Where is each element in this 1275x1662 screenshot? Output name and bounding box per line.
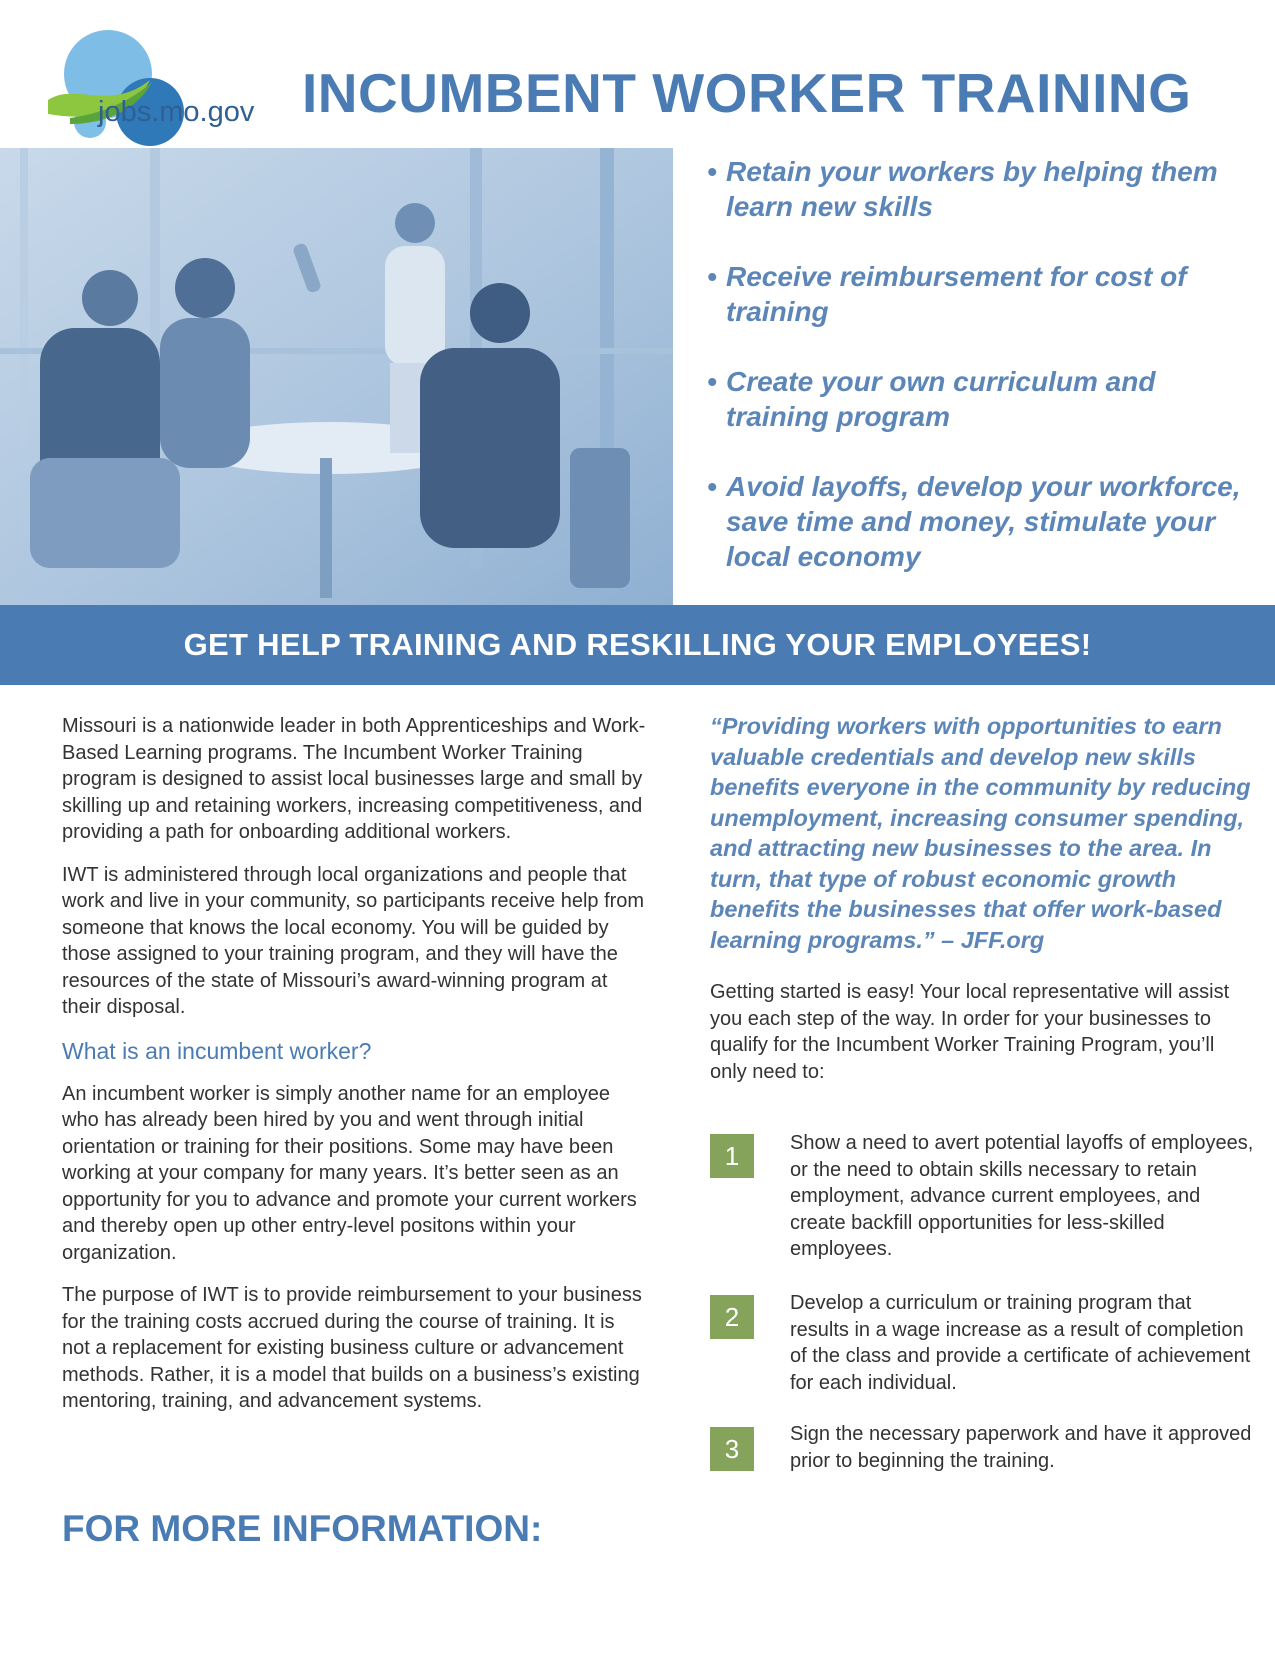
step-text: Show a need to avert potential layoffs of employees, or the need to obtain skills necessary to retain employment, advance current employees, and create backfill opportunities for less-skilled employees. [790, 1132, 1254, 1260]
benefit-text: Receive reimbursement for cost of training [726, 261, 1187, 327]
benefit-item [707, 469, 1252, 574]
more-information-heading: FOR MORE INFORMATION: [62, 1508, 543, 1549]
step-number-badge: 2 [710, 1295, 754, 1339]
benefits-list [707, 154, 1252, 609]
logo-text: jobs.mo.gov [98, 96, 255, 128]
banner-text: GET HELP TRAINING AND RESKILLING YOUR EMPLOYEES! [183, 627, 1092, 662]
qualification-steps [710, 1130, 1255, 1490]
right-column [710, 711, 1255, 1101]
intro-paragraph: Missouri is a nationwide leader in both Apprenticeships and Work-Based Learning programs. The Incumbent Worker Training program is designed to assist local businesses large and small by skilling up and retaining workers, increasing competitiveness, and providing a path for onboarding additional workers. [62, 715, 646, 843]
training-meeting-photo [0, 148, 673, 605]
jobs-mo-gov-logo [40, 22, 285, 147]
left-column [62, 713, 647, 1431]
definition-paragraph: An incumbent worker is simply another name for an employee who has already been hired by you and went through initial orientation or training for their positions. Some may have been working at your company for many years. It’s better seen as an opportunity for you to advance and promote your current workers and thereby open up other entry-level positons within your organization. [62, 1082, 637, 1264]
bullet-symbol: • [707, 156, 717, 187]
administration-paragraph: IWT is administered through local organizations and people that work and live in your community, so participants receive help from someone that knows the local economy. You will be guided by those assigned to your training program, and they will have the resources of the state of Missouri’s award-winning program at their disposal. [62, 863, 645, 1018]
step-number-badge: 1 [710, 1134, 754, 1178]
step-text: Sign the necessary paperwork and have it approved prior to beginning the training. [790, 1423, 1252, 1472]
getting-started-paragraph: Getting started is easy! Your local representative will assist you each step of the way. In order for your businesses to qualify for the Incumbent Worker Training Program, you’ll only need to: [710, 981, 1230, 1083]
page-title: INCUMBENT WORKER TRAINING [302, 62, 1192, 124]
benefit-item [707, 364, 1252, 434]
benefit-text: Retain your workers by helping them learn new skills [726, 156, 1218, 222]
purpose-paragraph: The purpose of IWT is to provide reimbursement to your business for the training costs accrued during the course of training. It is not a replacement for existing business culture or advancement methods. Rather, it is a model that builds on a business’s existing mentoring, training, and advancement systems. [62, 1284, 642, 1412]
bullet-symbol: • [707, 261, 717, 292]
step-text: Develop a curriculum or training program that results in a wage increase as a result of completion of the class and provide a certificate of achievement for each individual. [790, 1292, 1251, 1394]
benefit-item [707, 259, 1252, 329]
step-number-badge: 3 [710, 1427, 754, 1471]
section-banner [0, 605, 1275, 685]
incumbent-worker-heading: What is an incumbent worker? [62, 1037, 372, 1064]
jff-quote: “Providing workers with opportunities to earn valuable credentials and develop new skills benefits everyone in the community by reducing unemployment, increasing consumer spending, and attracting new businesses to the area. In turn, that type of robust economic growth benefits the businesses that offer work-based learning programs.” – JFF.org [710, 713, 1251, 953]
benefit-item [707, 154, 1252, 224]
bullet-symbol: • [707, 366, 717, 397]
benefit-text: Create your own curriculum and training program [726, 366, 1156, 432]
bullet-symbol: • [707, 471, 717, 502]
benefit-text: Avoid layoffs, develop your workforce, save time and money, stimulate your local economy [726, 471, 1241, 572]
